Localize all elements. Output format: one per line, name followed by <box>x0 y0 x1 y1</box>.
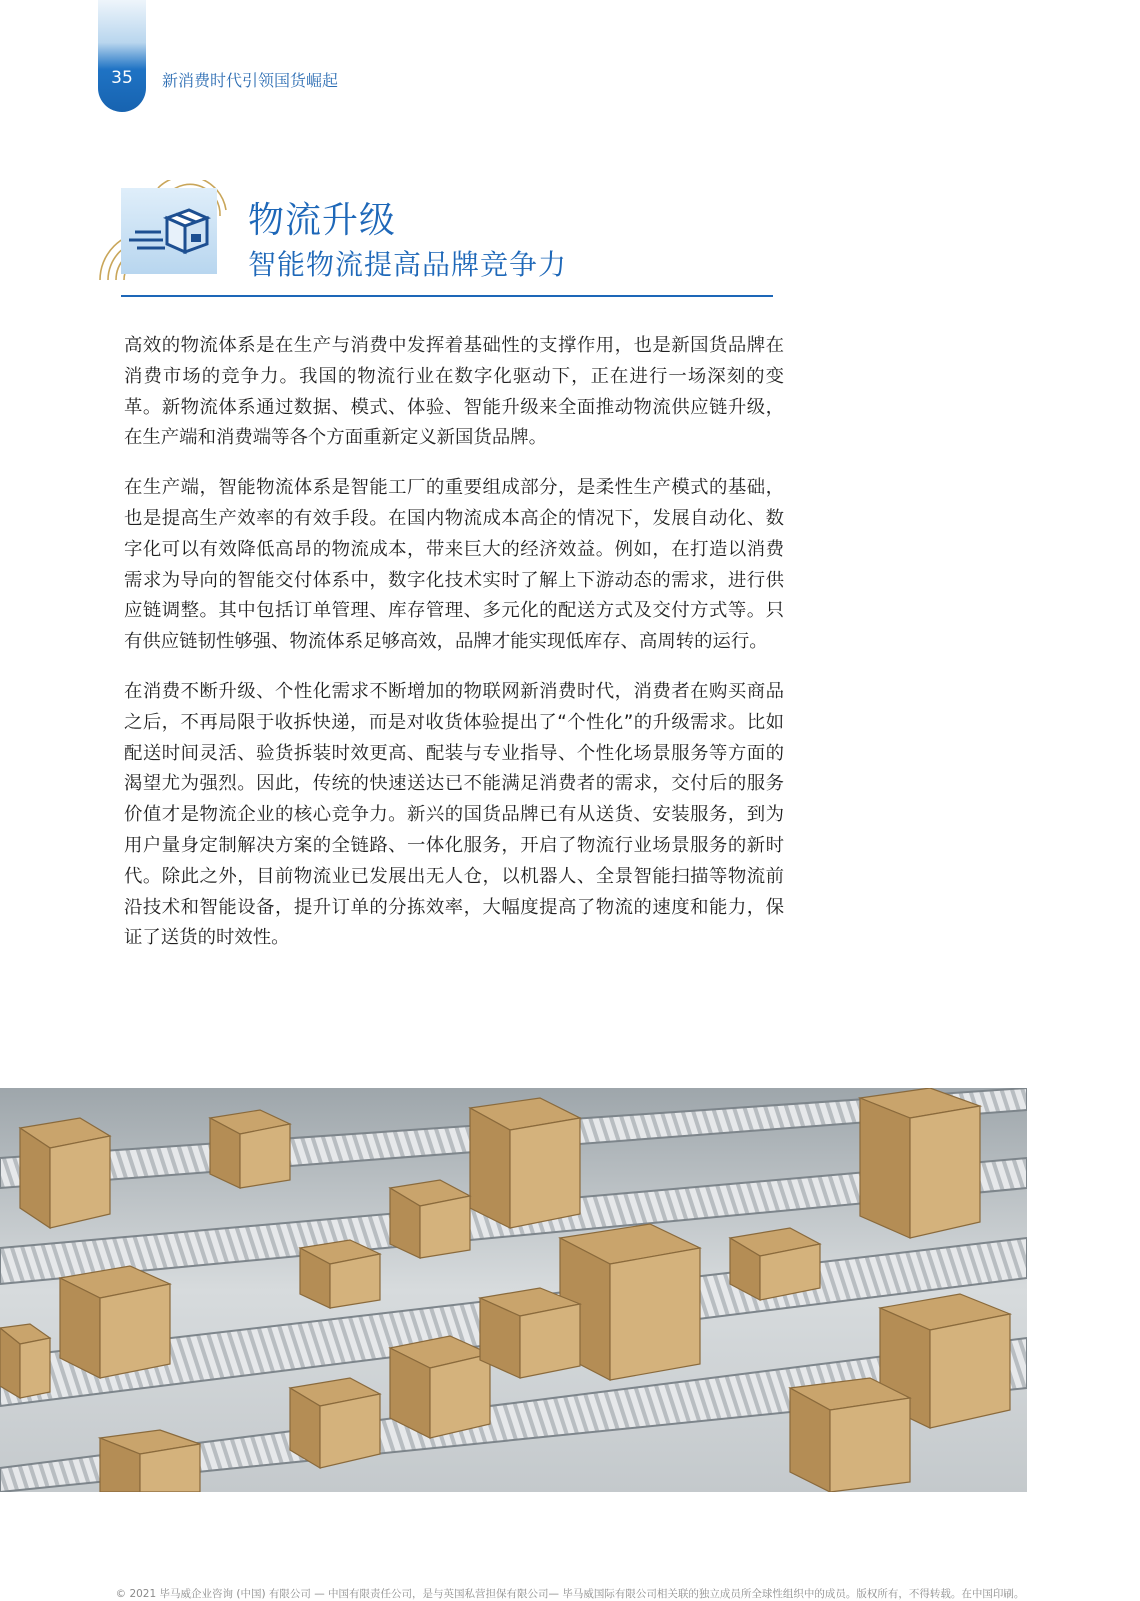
running-title: 新消费时代引领国货崛起 <box>162 71 339 90</box>
paragraph-3: 在消费不断升级、个性化需求不断增加的物联网新消费时代，消费者在购买商品之后，不再局限于收拆快递，而是对收货体验提出了“个性化”的升级需求。比如配送时间灵活、验货拆装时效更高、配装与专业指导、个性化场景服务等方面的渴望尤为强烈。因此，传统的快速送达已不能满足消费者的需求，交付后的服务价值才是物流企业的核心竞争力。新兴的国货品牌已有从送货、安装服务，到为用户量身定制解决方案的全链路、一体化服务，开启了物流行业场景服务的新时代。除此之外，目前物流业已发展出无人仓，以机器人、全景智能扫描等物流前沿技术和智能设备，提升订单的分拣效率，大幅度提高了物流的速度和能力，保证了送货的时效性。 <box>124 680 784 949</box>
paragraph-1: 高效的物流体系是在生产与消费中发挥着基础性的支撑作用，也是新国货品牌在消费市场的竞争力。我国的物流行业在数字化驱动下，正在进行一场深刻的变革。新物流体系通过数据、模式、体验、智能升级来全面推动物流供应链升级，在生产端和消费端等各个方面重新定义新国货品牌。 <box>124 335 784 449</box>
conveyor-boxes-photo <box>0 1088 1027 1492</box>
section-title: 物流升级 <box>248 200 397 241</box>
article-body <box>124 331 784 973</box>
page-number-tab <box>98 0 146 112</box>
paragraph-2: 在生产端，智能物流体系是智能工厂的重要组成部分，是柔性生产模式的基础，也是提高生产效率的有效手段。在国内物流成本高企的情况下，发展自动化、数字化可以有效降低高昂的物流成本，带来巨大的经济效益。例如，在打造以消费需求为导向的智能交付体系中，数字化技术实时了解上下游动态的需求，进行供应链调整。其中包括订单管理、库存管理、多元化的配送方式及交付方式等。只有供应链韧性够强、物流体系足够高效，品牌才能实现低库存、高周转的运行。 <box>124 477 784 653</box>
page-number: 35 <box>111 68 133 88</box>
copyright-footer: © 2021 毕马威企业咨询 (中国) 有限公司 — 中国有限责任公司，是与英国私营担保有限公司— 毕马威国际有限公司相关联的独立成员所全球性组织中的成员。版权所有，不得转载。在中国印刷。 <box>115 1588 1025 1600</box>
logistics-box-icon <box>121 188 217 274</box>
heading-divider <box>121 295 773 297</box>
section-subtitle: 智能物流提高品牌竞争力 <box>248 248 568 281</box>
